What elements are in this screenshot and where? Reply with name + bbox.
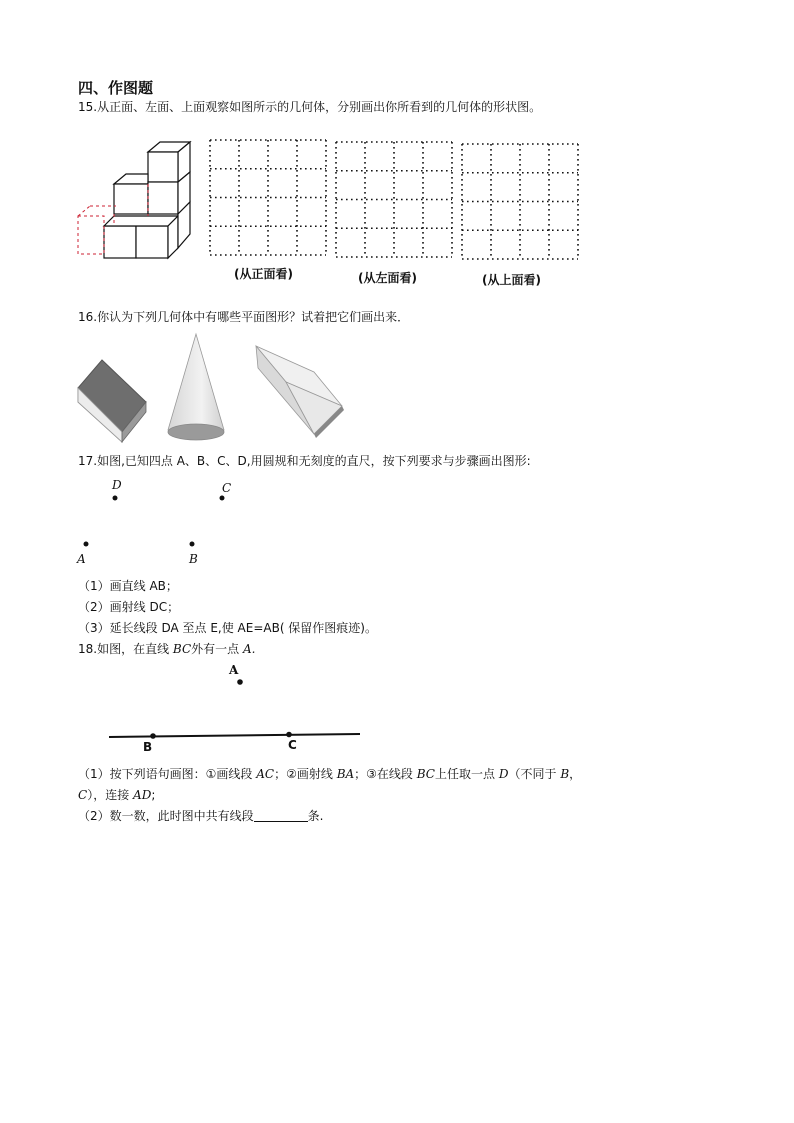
q15-text: 15.从正面、左面、上面观察如图所示的几何体，分别画出你所看到的几何体的形状图。 bbox=[78, 100, 542, 114]
q18-step1-p6: ， bbox=[569, 767, 582, 781]
q17-point-d-dot bbox=[113, 496, 118, 501]
q18-step1-d: D bbox=[498, 767, 509, 781]
q17-label-c: C bbox=[222, 481, 232, 495]
q18-step1-p2: ；②画射线 bbox=[274, 767, 333, 781]
q18-step1-b: B bbox=[560, 767, 570, 781]
q18-text-a: A. bbox=[243, 642, 256, 656]
q15-cube-figure bbox=[76, 138, 196, 268]
q18-text-mid: 外有一点 bbox=[191, 642, 240, 656]
q18-point-b-dot bbox=[150, 733, 156, 739]
q18-label-b: B bbox=[143, 740, 153, 754]
q18-answer-blank[interactable] bbox=[254, 809, 308, 822]
q15-caption-left: (从左面看) bbox=[358, 271, 417, 285]
q18-step1-p1: （1）按下列语句画图：①画线段 bbox=[78, 767, 253, 781]
q18-step1-p7: ），连接 bbox=[87, 788, 130, 802]
q15-grid-left bbox=[335, 141, 453, 258]
q17-step-3: （3）延长线段 DA 至点 E,使 AE=AB( 保留作图痕迹)。 bbox=[78, 621, 377, 635]
q18-step-1-line-2 bbox=[78, 787, 155, 803]
q18-text bbox=[78, 641, 255, 657]
q18-step1-ba: BA bbox=[336, 767, 355, 781]
q18-step1-p3: ；③在线段 bbox=[354, 767, 413, 781]
q17-step-1: （1）画直线 AB； bbox=[78, 579, 178, 593]
q15-caption-top: (从上面看) bbox=[482, 273, 541, 287]
q18-step1-p8: ; bbox=[151, 788, 156, 802]
q17-step-2: （2）画射线 DC； bbox=[78, 600, 180, 614]
q17-label-a: A bbox=[77, 552, 86, 566]
q17-label-d: D bbox=[112, 478, 122, 492]
q18-text-bc: BC bbox=[172, 642, 192, 656]
q18-point-a-dot bbox=[237, 679, 243, 685]
q17-point-c-dot bbox=[220, 496, 225, 501]
q18-step2-p2: 条. bbox=[307, 809, 324, 823]
q18-step2-p1: （2）数一数，此时图中共有线段 bbox=[78, 809, 254, 823]
q18-step-1-line-1 bbox=[78, 766, 581, 782]
q18-step1-c: C bbox=[78, 788, 88, 802]
q17-label-b: B bbox=[189, 552, 198, 566]
q18-step1-ac: AC bbox=[256, 767, 275, 781]
q16-box-figure bbox=[74, 350, 154, 445]
q18-step1-bc: BC bbox=[416, 767, 435, 781]
q18-label-c: C bbox=[288, 738, 297, 752]
q17-point-a-dot bbox=[84, 542, 89, 547]
q18-label-a: A bbox=[229, 663, 239, 677]
q16-text: 16.你认为下列几何体中有哪些平面图形？试着把它们画出来． bbox=[78, 310, 410, 324]
q17-point-b-dot bbox=[190, 542, 195, 547]
q18-step1-ad: AD bbox=[133, 788, 152, 802]
q16-prism-figure bbox=[252, 342, 348, 438]
q15-caption-front: (从正面看) bbox=[234, 267, 293, 281]
q15-grid-top bbox=[461, 143, 579, 260]
q18-step1-p5: （不同于 bbox=[508, 767, 557, 781]
q18-line-bc bbox=[109, 734, 360, 737]
q16-cone-figure bbox=[164, 332, 228, 444]
q17-text: 17.如图,已知四点 A、B、C、D,用圆规和无刻度的直尺，按下列要求与步骤画出图形: bbox=[78, 454, 531, 468]
section-title: 四、作图题 bbox=[78, 79, 154, 97]
q15-grid-front bbox=[209, 139, 327, 256]
q18-step1-p4: 上任取一点 bbox=[435, 767, 496, 781]
q18-step-2 bbox=[78, 808, 323, 824]
q18-text-prefix: 18.如图，在直线 bbox=[78, 642, 170, 656]
